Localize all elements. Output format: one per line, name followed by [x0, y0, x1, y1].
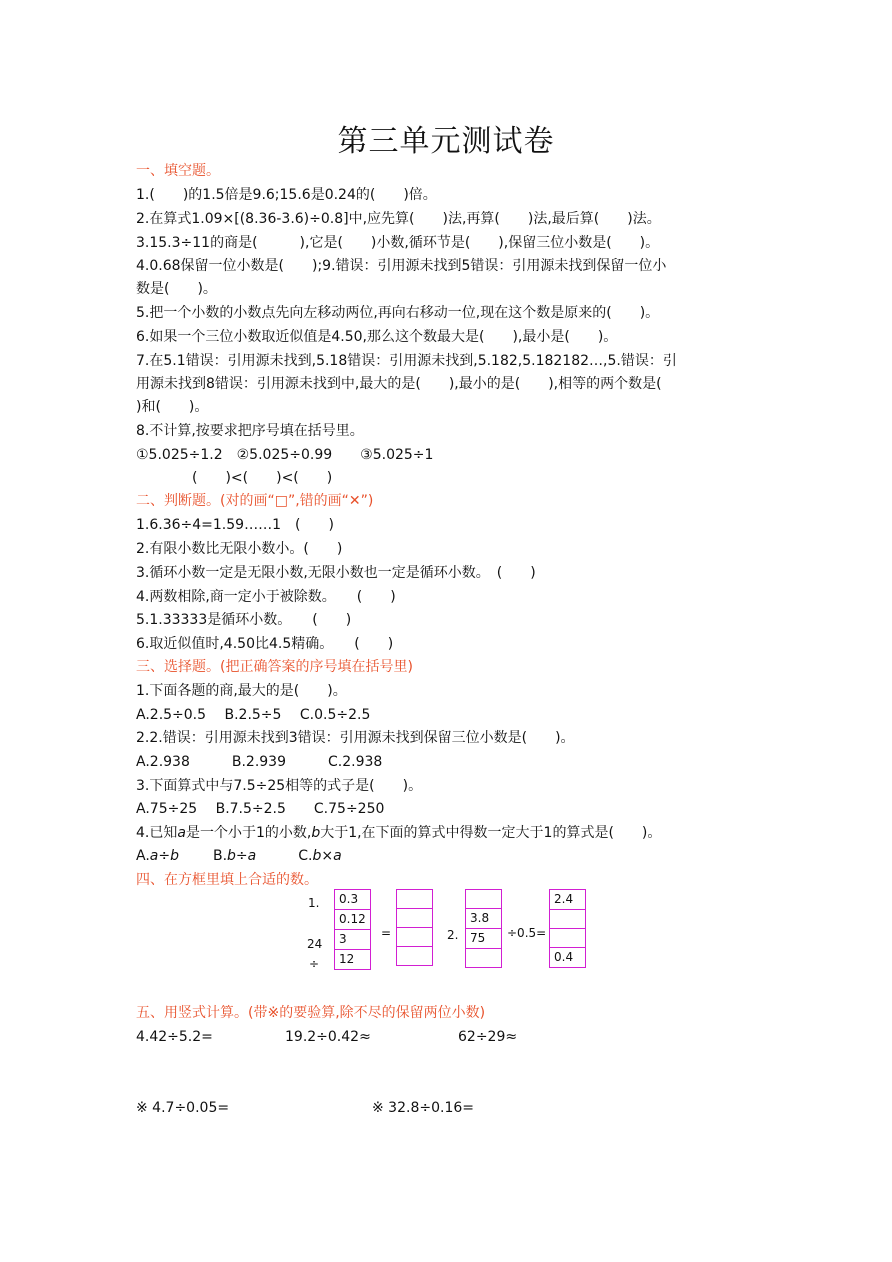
- calc-3: 62÷29≈: [458, 1029, 518, 1045]
- s3-question-4-options: [136, 847, 342, 865]
- section-3-heading: 三、选择题。(把正确答案的序号填在括号里): [136, 659, 413, 675]
- grid-cell: 0.4: [550, 948, 586, 968]
- s3-q4-prefix: 4.已知: [136, 825, 178, 841]
- s1-question-2: 2.在算式1.09×[(8.36-3.6)÷0.8]中,应先算( )法,再算( )法,最后算( )法。: [136, 211, 661, 227]
- section-2-heading: 二、判断题。(对的画“□”,错的画“✕”): [136, 493, 374, 509]
- s3-question-3: 3.下面算式中与7.5÷25相等的式子是( )。: [136, 778, 423, 794]
- grid-cell: 0.3: [335, 890, 371, 910]
- s1-question-7-line3: )和( )。: [136, 399, 209, 415]
- problem-2-dividend-grid: [465, 889, 502, 968]
- s2-item: 5.1.33333是循环小数。 ( ): [136, 612, 352, 628]
- answer-cell[interactable]: [550, 910, 586, 929]
- var-b: b: [311, 825, 321, 841]
- option-c-expr: b×a: [312, 848, 342, 864]
- answer-cell[interactable]: [397, 909, 433, 928]
- grid-cell[interactable]: [466, 890, 502, 909]
- s1-question-5: 5.把一个小数的小数点先向左移动两位,再向右移动一位,现在这个数是原来的( )。: [136, 305, 660, 321]
- var-a: a: [177, 825, 186, 841]
- s3-q4-middle: 是一个小于1的小数,: [185, 825, 312, 841]
- s1-question-4-line1: 4.0.68保留一位小数是( );9.错误：引用源未找到5错误：引用源未找到保留一位小: [136, 258, 667, 274]
- s2-item: 4.两数相除,商一定小于被除数。 ( ): [136, 589, 396, 605]
- s1-question-8-blanks: ( )<( )<( ): [192, 470, 333, 486]
- s2-item: 6.取近似值时,4.50比4.5精确。 ( ): [136, 636, 394, 652]
- s1-question-4-line2: 数是( )。: [136, 281, 217, 297]
- grid-cell: 0.12: [335, 910, 371, 930]
- section-1-heading: 一、填空题。: [136, 163, 220, 179]
- s3-question-1: 1.下面各题的商,最大的是( )。: [136, 683, 347, 699]
- s3-question-3-options: A.75÷25 B.7.5÷2.5 C.75÷250: [136, 801, 385, 817]
- s2-item: 2.有限小数比无限小数小。( ): [136, 541, 343, 557]
- s3-q4-suffix: 大于1,在下面的算式中得数一定大于1的算式是( )。: [320, 825, 662, 841]
- problem-1-equals: =: [381, 926, 392, 940]
- s1-question-1: 1.( )的1.5倍是9.6;15.6是0.24的( )倍。: [136, 187, 437, 203]
- calc-4-verify: ※ 4.7÷0.05=: [136, 1100, 230, 1116]
- answer-cell[interactable]: [397, 928, 433, 947]
- s2-item: 1.6.36÷4=1.59……1 ( ): [136, 517, 334, 533]
- grid-cell: 12: [335, 950, 371, 970]
- calc-1: 4.42÷5.2=: [136, 1029, 213, 1045]
- answer-cell[interactable]: [397, 890, 433, 909]
- s1-question-7-line2: 用源未找到8错误：引用源未找到中,最大的是( ),最小的是( ),相等的两个数是(: [136, 376, 662, 392]
- problem-1-answer-grid: [396, 889, 433, 966]
- problem-1-dividend: 24: [307, 937, 323, 951]
- s1-question-6: 6.如果一个三位小数取近似值是4.50,那么这个数最大是( ),最小是( )。: [136, 329, 618, 345]
- problem-2-operator: ÷0.5=: [507, 926, 547, 940]
- grid-cell[interactable]: [466, 949, 502, 968]
- answer-cell[interactable]: [550, 929, 586, 948]
- option-b-label: B.: [212, 848, 228, 864]
- problem-1-divide-sign: ÷: [309, 957, 320, 971]
- problem-2-number: 2.: [447, 928, 459, 942]
- option-a-expr: a÷b: [149, 848, 179, 864]
- grid-cell: 3: [335, 930, 371, 950]
- s1-question-8-options: ①5.025÷1.2 ②5.025÷0.99 ③5.025÷1: [136, 447, 434, 463]
- problem-2-answer-grid: [549, 889, 586, 968]
- option-b-expr: b÷a: [227, 848, 257, 864]
- page-title: 第三单元测试卷: [337, 124, 555, 159]
- calc-2: 19.2÷0.42≈: [285, 1029, 371, 1045]
- s1-question-3: 3.15.3÷11的商是( ),它是( )小数,循环节是( ),保留三位小数是( )。: [136, 235, 660, 251]
- grid-cell: 75: [466, 929, 502, 949]
- grid-cell: 2.4: [550, 890, 586, 910]
- s1-question-7-line1: 7.在5.1错误：引用源未找到,5.18错误：引用源未找到,5.182,5.182182…,5.错误：引: [136, 353, 677, 369]
- problem-1-divisor-grid: [334, 889, 371, 970]
- problem-1-number: 1.: [308, 896, 320, 910]
- section-5-heading: 五、用竖式计算。(带※的要验算,除不尽的保留两位小数): [136, 1005, 486, 1021]
- s1-question-8: 8.不计算,按要求把序号填在括号里。: [136, 423, 364, 439]
- answer-cell[interactable]: [397, 947, 433, 966]
- calc-5-verify: ※ 32.8÷0.16=: [372, 1100, 474, 1116]
- option-c-label: C.: [298, 848, 313, 864]
- s3-question-1-options: A.2.5÷0.5 B.2.5÷5 C.0.5÷2.5: [136, 707, 371, 723]
- section-4-heading: 四、在方框里填上合适的数。: [136, 872, 318, 888]
- option-a-label: A.: [136, 848, 150, 864]
- s2-item: 3.循环小数一定是无限小数,无限小数也一定是循环小数。 ( ): [136, 565, 536, 581]
- grid-cell: 3.8: [466, 909, 502, 929]
- s3-question-4: [136, 824, 661, 842]
- s3-question-2-options: A.2.938 B.2.939 C.2.938: [136, 754, 383, 770]
- s3-question-2: 2.2.错误：引用源未找到3错误：引用源未找到保留三位小数是( )。: [136, 730, 575, 746]
